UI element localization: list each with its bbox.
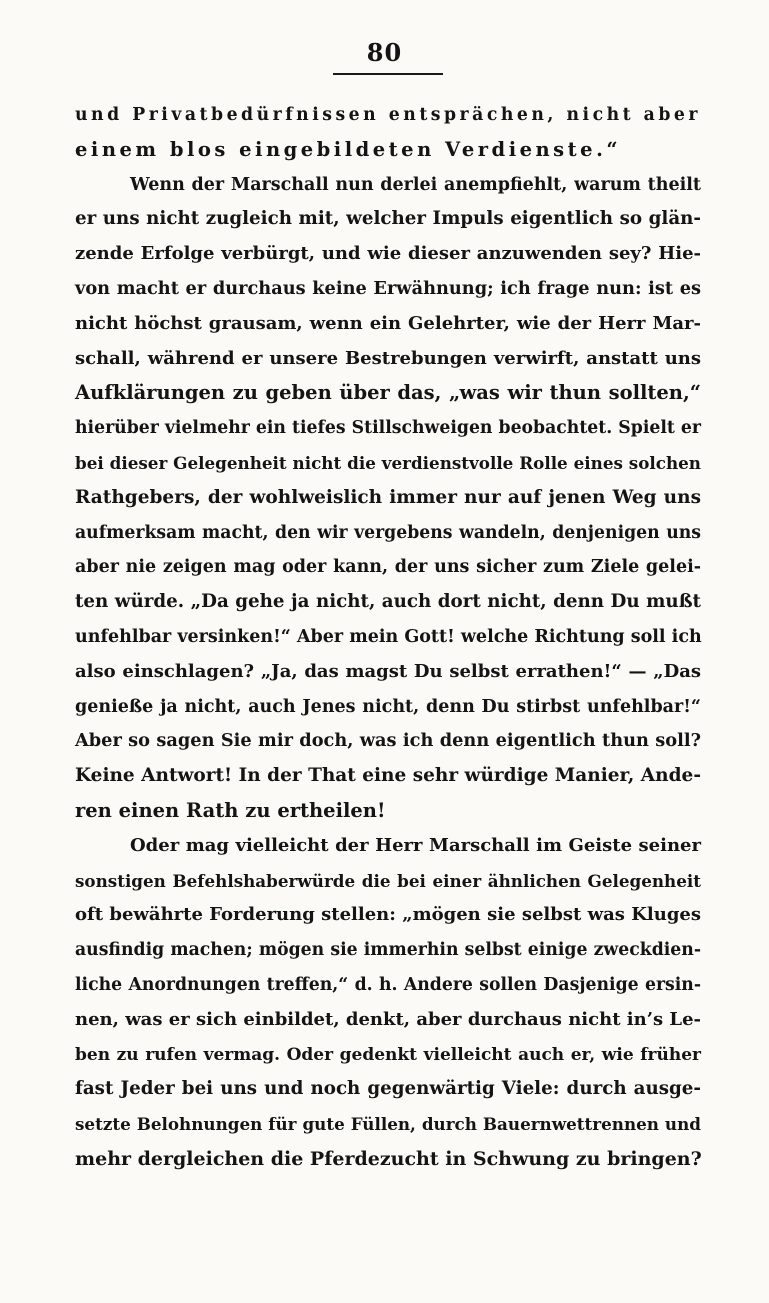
text-line: einem blos eingebildeten Verdienste.“ [75, 137, 622, 161]
text-line: nen, was er sich einbildet, denkt, aber durchaus nicht in’s Le- [75, 1008, 701, 1030]
paragraph [75, 98, 701, 168]
text-line: genieße ja nicht, auch Jenes nicht, denn Du stirbst unfehlbar!“ [75, 696, 701, 717]
text-line: Aufklärungen zu geben über das, „was wir thun sollten,“ [75, 381, 701, 405]
text-line: zende Erfolge verbürgt, und wie dieser anzuwenden sey? Hie- [75, 243, 701, 265]
text-line: liche Anordnungen treffen,“ d. h. Andere sollen Dasjenige ersin- [75, 974, 701, 995]
text-line: bei dieser Gelegenheit nicht die verdienstvolle Rolle eines solchen [75, 452, 701, 473]
page-number: 80 [366, 38, 403, 67]
text-line: Aber so sagen Sie mir doch, was ich denn eigentlich thun soll? [75, 730, 701, 752]
text-line: fast Jeder bei uns und noch gegenwärtig Viele: durch ausge- [75, 1078, 701, 1100]
text-line: schall, während er unsere Bestrebungen verwirft, anstatt uns [75, 347, 701, 369]
text-line: also einschlagen? „Ja, das magst Du selbst errathen!“ — „Das [75, 660, 701, 682]
paragraph [75, 829, 701, 1177]
text-line: unfehlbar versinken!“ Aber mein Gott! welche Richtung soll ich [75, 626, 702, 647]
text-line: aber nie zeigen mag oder kann, der uns sicher zum Ziele gelei- [75, 557, 701, 578]
text-line: ten würde. „Da gehe ja nicht, auch dort nicht, denn Du mußt [75, 591, 701, 613]
text-line: Keine Antwort! In der That eine sehr würdige Manier, Ande- [75, 765, 701, 787]
text-line: Wenn der Marschall nun derlei anempfiehlt, warum theilt [130, 174, 701, 195]
text-line: sonstigen Befehlshaberwürde die bei einer ähnlichen Gelegenheit [75, 870, 701, 891]
text-line: oft bewährte Forderung stellen: „mögen sie selbst was Kluges [75, 904, 701, 926]
text-line: setzte Belohnungen für gute Füllen, durch Bauernwettrennen und [75, 1114, 701, 1135]
header-rule [333, 73, 443, 75]
text-line: ausfindig machen; mögen sie immerhin selbst einige zweckdien- [75, 940, 701, 961]
text-line: mehr dergleichen die Pferdezucht in Schwung zu bringen? [75, 1147, 702, 1170]
text-line: Rathgebers, der wohlweislich immer nur auf jenen Weg uns [75, 486, 701, 508]
text-line: Oder mag vielleicht der Herr Marschall im Geiste seiner [130, 834, 701, 856]
paragraph [75, 168, 701, 829]
text-line: von macht er durchaus keine Erwähnung; ich frage nun: ist es [75, 277, 701, 299]
body-text [75, 98, 701, 1177]
text-line: aufmerksam macht, den wir vergebens wandeln, denjenigen uns [75, 522, 701, 543]
text-line: ren einen Rath zu ertheilen! [75, 798, 386, 822]
text-line: und Privatbedürfnissen entsprächen, nicht aber [75, 105, 701, 125]
text-line: ben zu rufen vermag. Oder gedenkt vielleicht auch er, wie früher [75, 1044, 701, 1065]
text-line: er uns nicht zugleich mit, welcher Impuls eigentlich so glän- [75, 208, 701, 230]
text-line: nicht höchst grausam, wenn ein Gelehrter, wie der Herr Mar- [75, 312, 701, 334]
text-line: hierüber vielmehr ein tiefes Stillschweigen beobachtet. Spielt er [75, 418, 701, 439]
